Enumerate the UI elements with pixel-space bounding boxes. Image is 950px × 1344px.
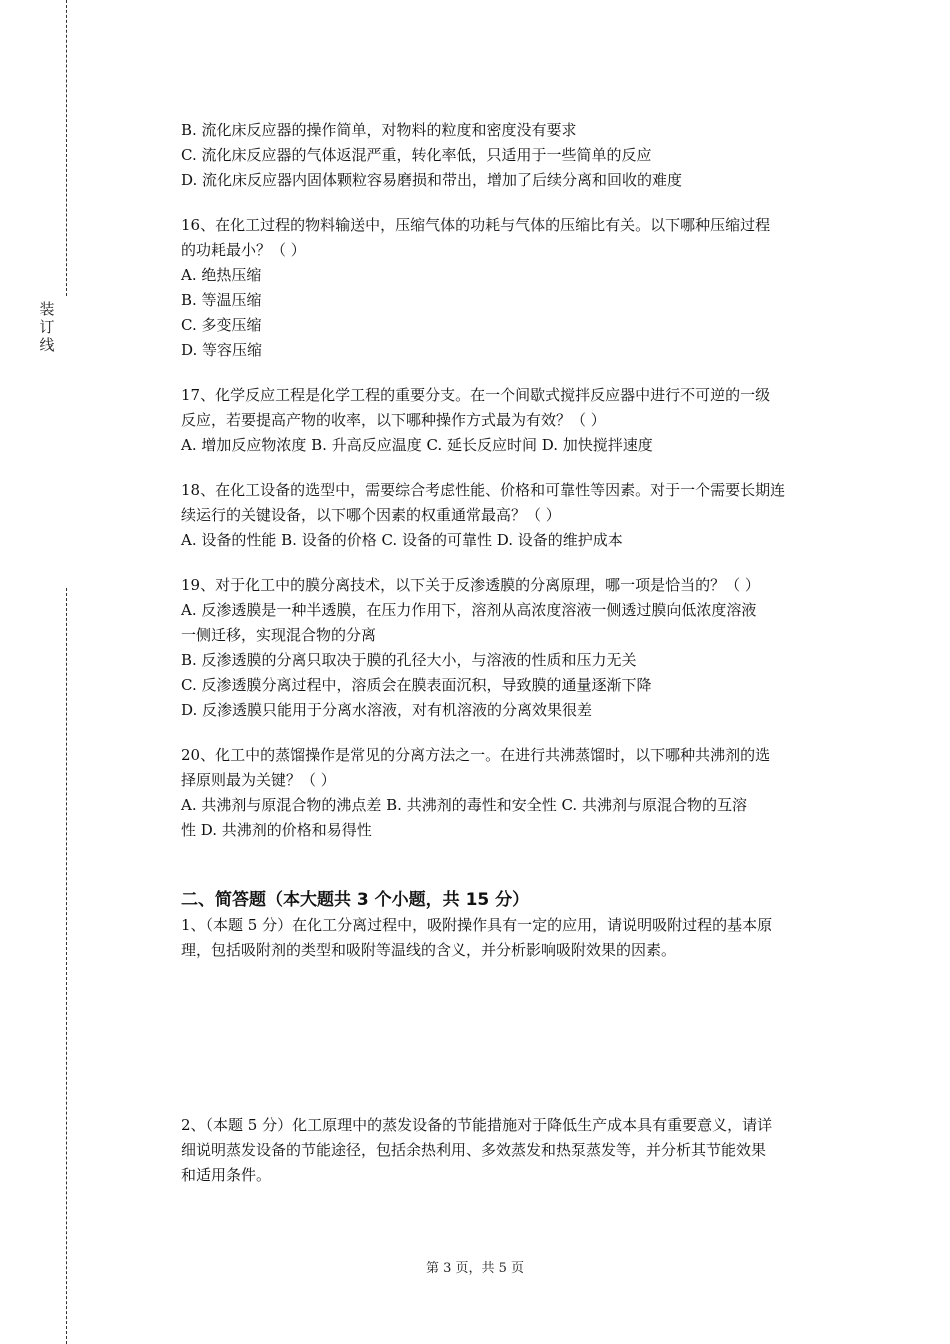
short-answer-2 xyxy=(181,1113,841,1188)
question-stem: 和适用条件。 xyxy=(181,1166,272,1184)
question-stem: 17、化学反应工程是化学工程的重要分支。在一个间歇式搅拌反应器中进行不可逆的一级 xyxy=(181,386,771,404)
question-stem: 20、化工中的蒸馏操作是常见的分离方法之一。在进行共沸蒸馏时，以下哪种共沸剂的选 xyxy=(181,746,771,764)
question-stem: 择原则最为关键？（ ） xyxy=(181,771,336,789)
options-inline: A. 共沸剂与原混合物的沸点差 B. 共沸剂的毒性和安全性 C. 共沸剂与原混合物的互溶 xyxy=(181,796,747,814)
option-c: C. 多变压缩 xyxy=(181,316,262,334)
option-a-cont: 一侧迁移，实现混合物的分离 xyxy=(181,626,377,644)
option-c: C. 流化床反应器的气体返混严重，转化率低，只适用于一些简单的反应 xyxy=(181,146,652,164)
question-stem: 19、对于化工中的膜分离技术，以下关于反渗透膜的分离原理，哪一项是恰当的？（ ） xyxy=(181,576,760,594)
binding-label: 装 订 线 xyxy=(39,300,55,354)
question-16 xyxy=(181,213,841,363)
question-stem: 1、（本题 5 分）在化工分离过程中，吸附操作具有一定的应用，请说明吸附过程的基本原 xyxy=(181,916,773,934)
option-d: D. 流化床反应器内固体颗粒容易磨损和带出，增加了后续分离和回收的难度 xyxy=(181,171,683,189)
section-title: 二、简答题（本大题共 3 个小题，共 15 分） xyxy=(181,890,530,910)
question-17 xyxy=(181,383,841,458)
page-number: 第 3 页，共 5 页 xyxy=(425,1261,525,1276)
question-20 xyxy=(181,743,841,843)
options-inline: A. 增加反应物浓度 B. 升高反应温度 C. 延长反应时间 D. 加快搅拌速度 xyxy=(181,436,653,454)
binding-line-bottom xyxy=(66,588,67,1344)
option-b: B. 反渗透膜的分离只取决于膜的孔径大小，与溶液的性质和压力无关 xyxy=(181,651,637,669)
option-d: D. 等容压缩 xyxy=(181,341,263,359)
question-18 xyxy=(181,478,841,553)
question-stem: 18、在化工设备的选型中，需要综合考虑性能、价格和可靠性等因素。对于一个需要长期连 xyxy=(181,481,786,499)
question-stem: 续运行的关键设备，以下哪个因素的权重通常最高？（ ） xyxy=(181,506,561,524)
question-stem: 的功耗最小？（ ） xyxy=(181,241,306,259)
option-c: C. 反渗透膜分离过程中，溶质会在膜表面沉积，导致膜的通量逐渐下降 xyxy=(181,676,652,694)
question-stem: 2、（本题 5 分）化工原理中的蒸发设备的节能措施对于降低生产成本具有重要意义，请详 xyxy=(181,1116,773,1134)
option-b: B. 等温压缩 xyxy=(181,291,262,309)
option-a: A. 反渗透膜是一种半透膜，在压力作用下，溶剂从高浓度溶液一侧透过膜向低浓度溶液 xyxy=(181,601,757,619)
question-stem: 理，包括吸附剂的类型和吸附等温线的含义，并分析影响吸附效果的因素。 xyxy=(181,941,677,959)
options-inline: A. 设备的性能 B. 设备的价格 C. 设备的可靠性 D. 设备的维护成本 xyxy=(181,531,623,549)
options-inline-cont: 性 D. 共沸剂的价格和易得性 xyxy=(181,821,372,839)
option-b: B. 流化床反应器的操作简单，对物料的粒度和密度没有要求 xyxy=(181,121,577,139)
question-stem: 16、在化工过程的物料输送中，压缩气体的功耗与气体的压缩比有关。以下哪种压缩过程 xyxy=(181,216,771,234)
question-list xyxy=(181,118,841,843)
question-stem: 反应，若要提高产物的收率，以下哪种操作方式最为有效？（ ） xyxy=(181,411,606,429)
short-answer-1 xyxy=(181,913,841,963)
question-15-options xyxy=(181,118,841,193)
option-a: A. 绝热压缩 xyxy=(181,266,262,284)
question-19 xyxy=(181,573,841,723)
question-stem: 细说明蒸发设备的节能途径，包括余热利用、多效蒸发和热泵蒸发等，并分析其节能效果 xyxy=(181,1141,767,1159)
binding-line-top xyxy=(66,0,67,296)
option-d: D. 反渗透膜只能用于分离水溶液，对有机溶液的分离效果很差 xyxy=(181,701,593,719)
